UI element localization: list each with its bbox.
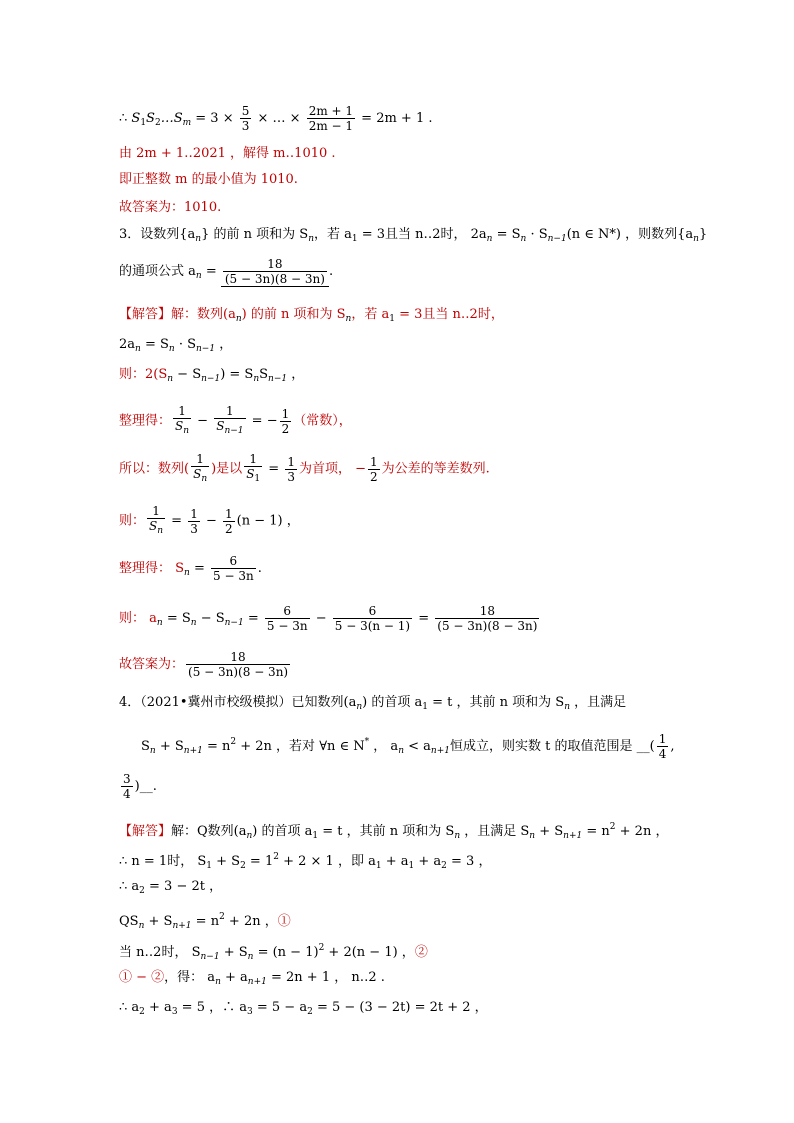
solution-3-answer: 故答案为： $\frac{18}{(5 - 3n)(8 - 3n)}$ — [119, 650, 289, 679]
min-value-line: 即正整数 m 的最小值为 1010. — [119, 172, 298, 187]
question-3-line-2: 的通项公式 $a_n$ = $\frac{18}{(5 - 3n)(8 - 3n)}$ . — [119, 257, 334, 286]
question-4-line-1: 4．（2021•冀州市校级模拟）已知数列$(a_n)$ 的首项 $a_1 = t$ ，其前 n 项和为 $S_n$ ，且满足 — [119, 695, 627, 712]
solution-4-line-1: 【解答】解：Q数列$(a_n)$ 的首项 $a_1 = t$ ，其前 n 项和为 $S_n$ ，且满足 $S_n + S_{n+1} = n^2 + 2n$ ， — [119, 822, 669, 841]
circled-one-mark: ① — [277, 914, 291, 929]
solution-3-line-1: 【解答】解：数列$(a_n)$ 的前 n 项和为 $S_n$，若 $a_1 = 3$且当 n‥2时， — [119, 307, 504, 324]
solution-4-line-5: 当 n‥2时， $S_{n-1} + S_n = (n - 1)^2 + 2(n - 1)$ ，② — [119, 943, 428, 962]
fraction: $\frac{5}{3}$ — [241, 104, 250, 133]
solution-3-line-6: 则： $\frac{1}{S_n}$ = $\frac{1}{3}$ − $\frac{1}{2}$ (n − 1) ， — [119, 504, 300, 536]
fraction: $\frac{2m + 1}{2m - 1}$ — [308, 104, 354, 133]
question-4-line-3: $\frac{3}{4}$ )__. — [123, 772, 157, 801]
solution-label: 【解答】 — [119, 307, 172, 322]
solution-4-line-3: ∴ $a_2 = 3 - 2t$ ， — [119, 879, 223, 896]
solution-label: 【解答】 — [119, 824, 172, 839]
solution-3-line-8: 则： $a_n = S_n - S_{n-1}$ = $\frac{6}{5 - 3n}$ − $\frac{6}{5 - 3(n - 1)}$ = $\frac{18}{(5 - 3n)(8 - 3n)}$ — [119, 604, 538, 633]
solve-line: 由 2m + 1‥2021 ，解得 m‥1010 . — [119, 146, 336, 161]
solution-3-line-4: 整理得： $\frac{1}{S_n}$ − $\frac{1}{S_{n-1}}$ = − $\frac{1}{2}$ （常数）， — [119, 404, 352, 436]
solution-4-line-7: ∴ $a_2 + a_3 = 5$ ，∴ $a_3 = 5 - a_2 = 5 - (3 - 2t) = 2t + 2$ ， — [119, 1000, 488, 1017]
solution-3-line-3: 则：$2(S_n - S_{n-1}) = S_nS_{n-1}$ ， — [119, 367, 305, 384]
solution-4-line-6: ① − ②，得： $a_n + a_{n+1} = 2n + 1$ ， n‥2 . — [119, 970, 385, 987]
question-3-line-1: 3．设数列$\{a_n\}$ 的前 n 项和为 $S_n$，若 $a_1 = 3$且当 n‥2时， $2a_n = S_n \cdot S_{n-1}(n$ ∈ N*) ，则数列$\{a_n\}$ — [119, 227, 708, 244]
solution-4-line-4: $QS_n + S_{n+1} = n^2 + 2n$ ，① — [119, 912, 291, 931]
answer-blank: $\frac{18}{(5 - 3n)(8 - 3n)}$ — [221, 257, 329, 287]
line-product: ∴ $S_1S_2\dots S_m = 3$ × $\frac{5}{3}$ × … × $\frac{2m + 1}{2m - 1}$ = 2m + 1 . — [119, 104, 433, 133]
solution-3-line-7: 整理得： $S_n$ = $\frac{6}{5 - 3n}$ . — [119, 554, 262, 583]
question-4-line-2: $S_n + S_{n+1} = n^2 + 2n$ ，若对 ∀n ∈ N* ， $a_n < a_{n+1}$恒成立，则实数 t 的取值范围是 __( $\frac{1}{4}$ , — [141, 732, 675, 761]
solution-4-line-2: ∴ n = 1时， $S_1 + S_2 = 1^2 + 2 \times 1$ ，即 $a_1 + a_1 + a_2 = 3$ ， — [119, 852, 492, 871]
answer-line-1010: 故答案为：1010. — [119, 200, 222, 215]
solution-3-line-5: 所以：数列( $\frac{1}{S_n}$ )是以 $\frac{1}{S_1}$ = $\frac{1}{3}$ 为首项， − $\frac{1}{2}$ 为公差的等差数列. — [119, 452, 490, 484]
circled-two-mark: ② — [414, 945, 428, 960]
solution-3-line-2: $2a_n = S_n \cdot S_{n-1}$ ， — [119, 337, 233, 354]
